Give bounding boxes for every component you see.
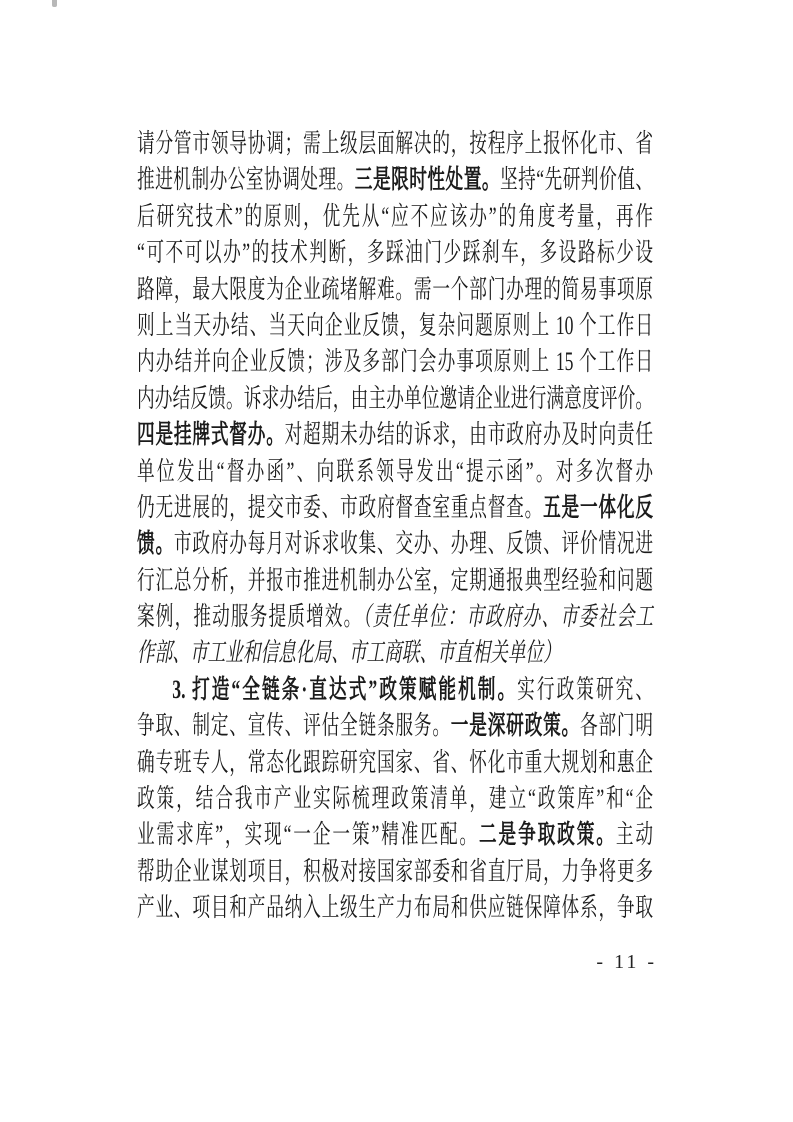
body-text-segment: 政策，结合我市产业实际梳理政策清单，建立“政策库”和“企: [137, 784, 654, 814]
body-text-segment: 实行政策研究、: [517, 674, 654, 704]
emphasis-text: 四是挂牌式督办。: [137, 420, 285, 450]
text-line: [137, 308, 653, 344]
text-line: [137, 635, 653, 671]
text-line: [137, 454, 653, 490]
body-text-segment: 各部门明: [579, 711, 654, 741]
text-line: [137, 526, 653, 562]
responsibility-unit-text: （责任单位：市政府办、市委社会工: [362, 602, 654, 632]
scan-artifact-speck: [52, 0, 57, 7]
body-text-segment: 坚持“先研判价值、: [499, 165, 654, 195]
body-text-segment: 确专班专人，常态化跟踪研究国家、省、怀化市重大规划和惠企: [137, 747, 654, 777]
page-number: - 11 -: [596, 951, 657, 973]
body-text-segment: 主动: [615, 820, 654, 850]
text-line: [137, 854, 653, 890]
body-text-block: [137, 126, 653, 927]
text-line: [137, 781, 653, 817]
text-line: [137, 745, 653, 781]
body-text-segment: 内办结并向企业反馈；涉及多部门会办事项原则上 15 个工作日: [137, 347, 654, 377]
body-text-segment: 市政府办每月对诉求收集、交办、办理、反馈、评价情况进: [173, 529, 654, 559]
text-line: [137, 272, 653, 308]
body-text-segment: 单位发出“督办函”、向联系领导发出“提示函”。对多次督办: [137, 456, 654, 486]
text-line: [137, 162, 653, 198]
body-text-segment: 案例，推动服务提质增效。: [137, 602, 363, 632]
emphasis-text: 五是一体化反: [543, 492, 654, 522]
text-line: [137, 381, 653, 417]
body-text-segment: 后研究技术”的原则，优先从“应不应该办”的角度考量，再作: [137, 201, 654, 231]
text-line: [137, 599, 653, 635]
body-text-segment: 对超期未办结的诉求，由市政府办及时向责任: [284, 420, 654, 450]
body-text-segment: 内办结反馈。诉求办结后，由主办单位邀请企业进行满意度评价。: [137, 383, 654, 413]
body-text-segment: 则上当天办结、当天向企业反馈，复杂问题原则上 10 个工作日: [137, 310, 654, 340]
emphasis-text: 一是深研政策。: [450, 711, 580, 741]
text-line: [137, 890, 653, 926]
body-text-segment: 帮助企业谋划项目，积极对接国家部委和省直厅局，力争将更多: [137, 856, 654, 886]
body-text-segment: 路障，最大限度为企业疏堵解难。需一个部门办理的简易事项原: [137, 274, 654, 304]
body-text-segment: “可不可以办”的技术判断，多踩油门少踩刹车，多设路标少设: [137, 238, 654, 268]
text-line: [137, 563, 653, 599]
emphasis-text: 馈。: [137, 529, 174, 559]
text-line: [137, 672, 653, 708]
text-line: [137, 235, 653, 271]
text-line: [137, 199, 653, 235]
emphasis-text: 二是争取政策。: [478, 820, 616, 850]
body-text-segment: 请分管市领导协调；需上级层面解决的，按程序上报怀化市、省: [137, 129, 654, 158]
text-line: [137, 417, 653, 453]
body-text-segment: 推进机制办公室协调处理。: [137, 165, 355, 195]
text-line: [137, 490, 653, 526]
text-line: [137, 708, 653, 744]
body-text-segment: 仍无进展的，提交市委、市政府督查室重点督查。: [137, 492, 544, 522]
emphasis-text: 3. 打造“全链条·直达式”政策赋能机制。: [172, 674, 518, 704]
text-line: [137, 817, 653, 853]
text-line: [137, 344, 653, 380]
text-line: [137, 126, 653, 162]
body-text-segment: 业需求库”，实现“一企一策”精准匹配。: [137, 820, 479, 850]
body-text-segment: 行汇总分析，并报市推进机制办公室，定期通报典型经验和问题: [137, 565, 654, 595]
body-text-segment: 争取、制定、宣传、评估全链条服务。: [137, 711, 451, 741]
responsibility-unit-text: 作部、市工业和信息化局、市工商联、市直相关单位）: [137, 638, 561, 668]
body-text-segment: 产业、项目和产品纳入上级生产力布局和供应链保障体系，争取: [137, 893, 654, 923]
emphasis-text: 三是限时性处置。: [354, 165, 500, 195]
